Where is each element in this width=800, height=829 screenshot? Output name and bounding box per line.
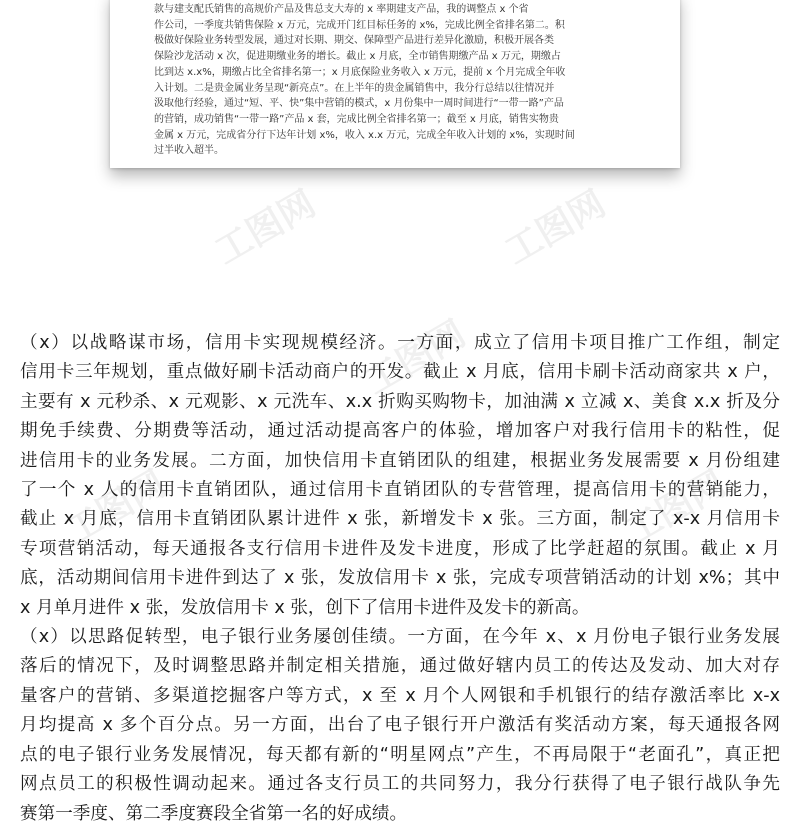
preview-line: 极做好保险业务转型发展，通过对长期、期交、保障型产品进行差异化激励，积极开展各类 [154,35,554,47]
document-body [20,329,780,829]
preview-line: 入计划。二是贵金属业务呈现“新亮点”。在上半年的贵金属销售中，我分行总结以往情况并 [154,82,555,94]
text-line: 月均提高 x 多个百分点。另一方面，出台了电子银行开户激活有奖活动方案，每天通报各网 [20,715,780,736]
preview-line: 过半收入超半。 [154,145,224,157]
text-line: 了一个 x 人的信用卡直销团队，通过信用卡直销团队的专营管理，提高信用卡的营销能力， [20,480,780,501]
text-line: 网点员工的积极性调动起来。通过各支行员工的共同努力，我分行获得了电子银行战队争先 [20,774,780,795]
watermark: 工图网 [208,183,323,273]
text-line: 截止 x 月底，信用卡直销团队累计进件 x 张，新增发卡 x 张。三方面，制定了 x-x 月信用卡 [20,509,780,530]
preview-line: 款与建支配氏销售的高规价产品及售总支大寿的 x 率期建支产品，我的调整点 x 个省 [154,4,529,15]
preview-line: 的营销，成功销售“一带一路”产品 x 套，完成比例全省排名第一；截至 x 月底，销售实物贵 [154,113,559,125]
preview-line: 保险沙龙活动 x 次，促进期缴业务的增长。截止 x 月底，全市销售期缴产品 x 万元，期缴占 [154,51,561,63]
text-line: 信用卡三年规划，重点做好刷卡活动商户的开发。截止 x 月底，信用卡刷卡活动商家共 x 户， [20,362,780,383]
watermark: 工图网 [58,463,173,553]
text-line: 主要有 x 元秒杀、x 元观影、x 元洗车、x.x 折购买购物卡，加油满 x 立减 x、美食 x.x 折及分 [20,391,780,412]
text-line: 进信用卡的业务发展。二方面，加快信用卡直销团队的组建，根据业务发展需要 x 月份组建 [20,450,780,471]
text-line: 赛第一季度、第二季度赛段全省第一名的好成绩。 [20,803,408,824]
text-line: 落后的情况下，及时调整思路并制定相关措施，通过做好辖内员工的传达及发动、加大对存 [20,656,780,677]
preview-line: 比到达 x.x%，期缴占比全省排名第一；x 月底保险业务收入 x 万元，提前 x 个月完成全年收 [154,66,566,78]
watermark: 工图网 [498,183,613,273]
preview-line: 金属 x 万元，完成省分行下达年计划 x%，收入 x.x 万元，完成全年收入计划的 x%，实现时间 [154,129,575,141]
text-line: 底，活动期间信用卡进件到达了 x 张，发放信用卡 x 张，完成专项营销活动的计划 x%；其中 [20,568,780,589]
watermark: 工图网 [358,313,473,403]
preview-line: 作公司，一季度共销售保险 x 万元，完成开门红目标任务的 x%，完成比例全省排名第二。积 [154,19,565,31]
text-line: （x）以思路促转型，电子银行业务屡创佳绩。一方面，在今年 x、x 月份电子银行业务发展 [20,627,780,648]
preview-line: 汲取他行经验，通过“短、平、快”集中营销的模式，x 月份集中一周时间进行“一带一路”产品 [154,98,564,110]
document-preview-card [110,0,680,168]
text-line: 量客户的营销、多渠道挖掘客户等方式，x 至 x 月个人网银和手机银行的结存激活率比 x-x [20,685,780,706]
paragraph-credit-card [20,329,780,623]
text-line: 期免手续费、分期费等活动，通过活动提高客户的体验，增加客户对我行信用卡的粘性，促 [20,421,780,442]
text-line: x 月单月进件 x 张，发放信用卡 x 张，创下了信用卡进件及发卡的新高。 [20,597,590,618]
text-line: 专项营销活动，每天通报各支行信用卡进件及发卡进度，形成了比学赶超的氛围。截止 x 月 [20,538,780,559]
paragraph-e-banking [20,623,780,829]
text-line: （x）以战略谋市场，信用卡实现规模经济。一方面，成立了信用卡项目推广工作组，制定 [20,333,780,353]
watermark: 工图网 [618,463,733,553]
document-preview-text [110,0,680,159]
text-line: 点的电子银行业务发展情况，每天都有新的“明星网点”产生，不再局限于“老面孔”，真正把 [20,744,780,765]
